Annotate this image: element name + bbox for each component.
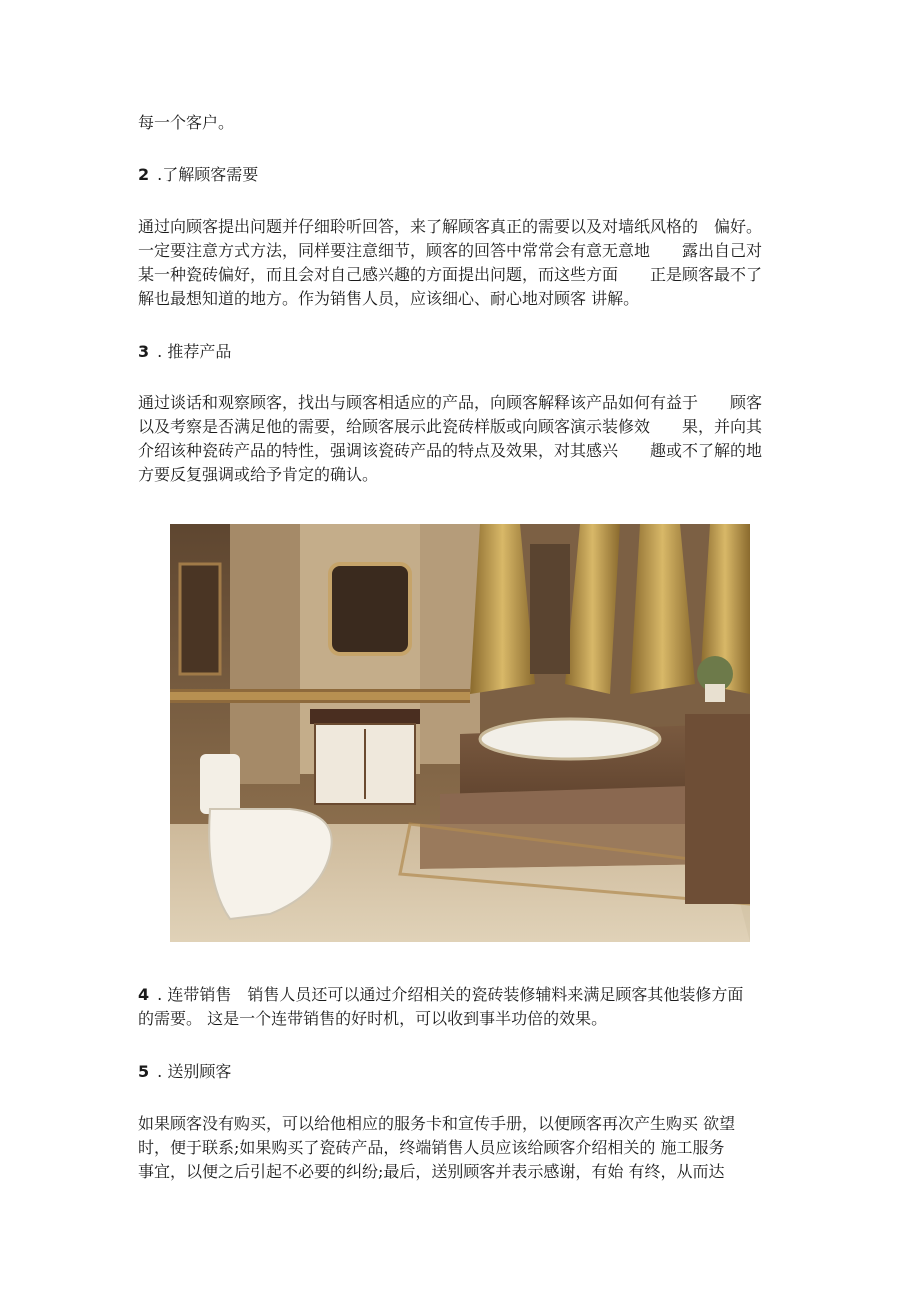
section-4-title: . 连带销售	[157, 985, 232, 1004]
section-5-heading	[138, 1061, 231, 1083]
section-4-line-1	[138, 984, 743, 1006]
section-2-line: 通过向顾客提出问题并仔细聆听回答，来了解顾客真正的需要以及对墙纸风格的 偏好。	[138, 217, 763, 236]
section-5-title: . 送别顾客	[157, 1062, 232, 1081]
section-2-line: 解也最想知道的地方。作为销售人员，应该细心、耐心地对顾客 讲解。	[138, 289, 640, 308]
section-2-line: 一定要注意方式方法，同样要注意细节，顾客的回答中常常会有意无意地 露出自己对	[138, 241, 763, 260]
section-4-number: 4	[138, 985, 150, 1004]
section-4-text: 销售人员还可以通过介绍相关的瓷砖装修辅料来满足顾客其他装修方面	[231, 985, 744, 1004]
section-3-line: 通过谈话和观察顾客，找出与顾客相适应的产品，向顾客解释该产品如何有益于 顾客	[138, 393, 763, 412]
section-3-line: 以及考察是否满足他的需要，给顾客展示此瓷砖样版或向顾客演示装修效 果，并向其	[138, 417, 763, 436]
bathroom-photo	[170, 524, 750, 942]
section-5-number: 5	[138, 1062, 150, 1081]
section-3-number: 3	[138, 342, 150, 361]
section-3-line: 方要反复强调或给予肯定的确认。	[138, 465, 379, 484]
section-5-line: 事宜，以便之后引起不必要的纠纷;最后，送别顾客并表示感谢，有始 有终，从而达	[138, 1162, 725, 1181]
section-3-line: 介绍该种瓷砖产品的特性，强调该瓷砖产品的特点及效果，对其感兴 趣或不了解的地	[138, 441, 763, 460]
section-3-heading	[138, 341, 231, 363]
section-2-number: 2	[138, 165, 150, 184]
section-2-line: 某一种瓷砖偏好，而且会对自己感兴趣的方面提出问题，而这些方面 正是顾客最不了	[138, 265, 763, 284]
intro-line: 每一个客户。	[138, 113, 235, 132]
section-5-line: 时，便于联系;如果购买了瓷砖产品，终端销售人员应该给顾客介绍相关的 施工服务	[138, 1138, 725, 1157]
section-2-title: .了解顾客需要	[157, 165, 259, 184]
section-2-heading	[138, 164, 258, 186]
bathroom-illustration	[170, 524, 750, 942]
section-4-line-2: 的需要。 这是一个连带销售的好时机，可以收到事半功倍的效果。	[138, 1009, 608, 1028]
section-5-line: 如果顾客没有购买，可以给他相应的服务卡和宣传手册，以便顾客再次产生购买 欲望	[138, 1114, 736, 1133]
section-3-title: . 推荐产品	[157, 342, 232, 361]
